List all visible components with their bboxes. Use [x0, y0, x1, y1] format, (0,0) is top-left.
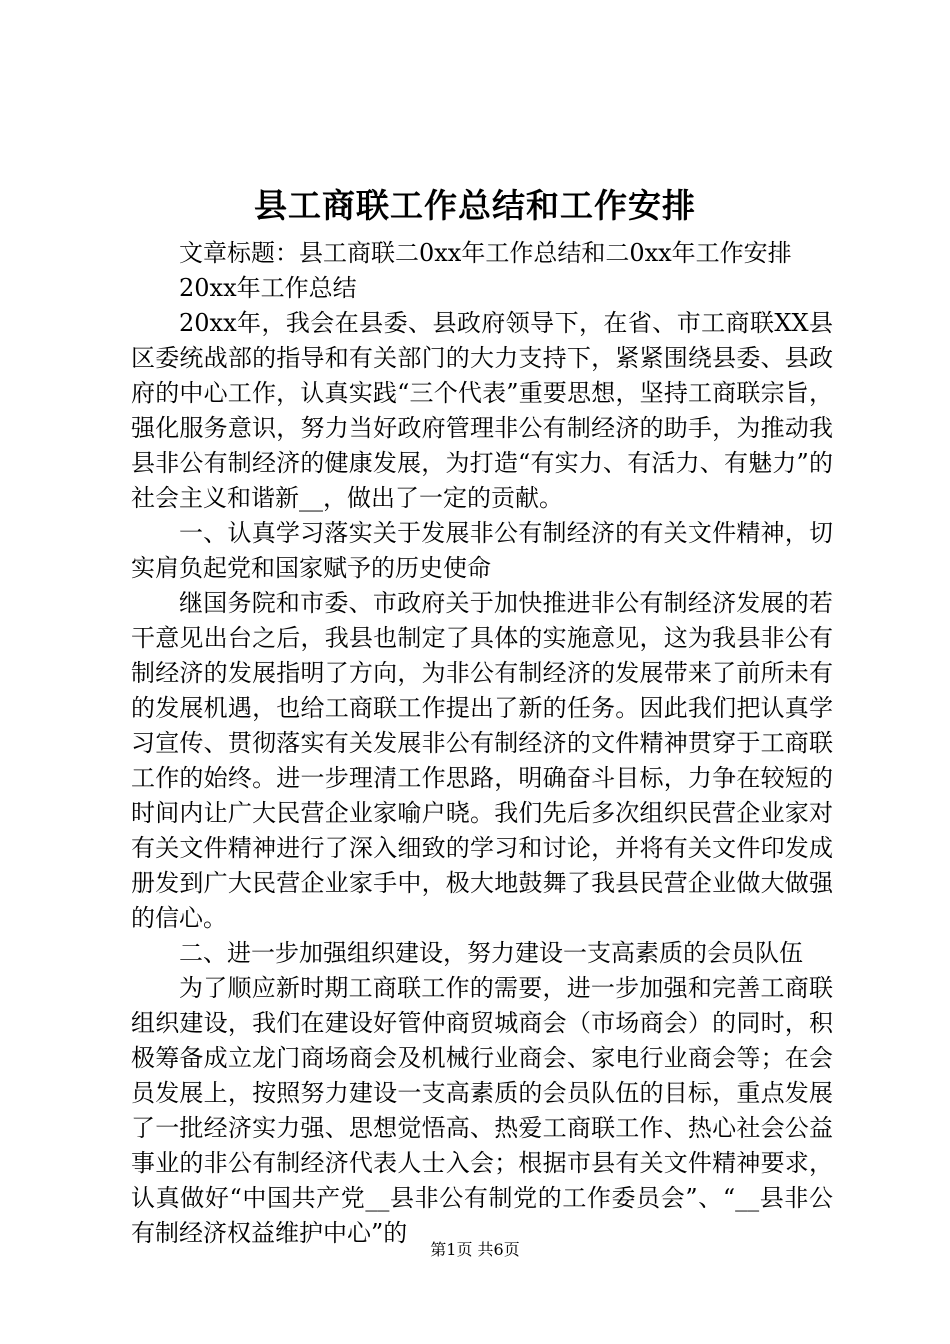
intro-paragraph: 20xx年，我会在县委、县政府领导下，在省、市工商联XX县区委统战部的指导和有关部门的大力支持下，紧紧围绕县委、县政府的中心工作，认真实践“三个代表”重要思想，坚持工商联宗旨，强化服务意识，努力当好政府管理非公有制经济的助手，为推动我县非公有制经济的健康发展，为打造“有实力、有活力、有魅力”的社会主义和谐新__，做出了一定的贡献。	[131, 309, 833, 512]
section-one-paragraph: 继国务院和市委、市政府关于加快推进非公有制经济发展的若干意见出台之后，我县也制定了具体的实施意见，这为我县非公有制经济的发展指明了方向，为非公有制经济的发展带来了前所未有的发展机遇，也给工商联工作提出了新的任务。因此我们把认真学习宣传、贯彻落实有关发展非公有制经济的文件精神贯穿于工商联工作的始终。进一步理清工作思路，明确奋斗目标，力争在较短的时间内让广大民营企业家喻户晓。我们先后多次组织民营企业家对有关文件精神进行了深入细致的学习和讨论，并将有关文件印发成册发到广大民营企业家手中，极大地鼓舞了我县民营企业做大做强的信心。	[131, 589, 833, 932]
section-heading-two: 二、进一步加强组织建设，努力建设一支高素质的会员队伍	[179, 939, 803, 967]
article-title-line: 文章标题：县工商联二0xx年工作总结和二0xx年工作安排	[179, 239, 792, 267]
section-heading-one: 一、认真学习落实关于发展非公有制经济的有关文件精神，切实肩负起党和国家赋予的历史使命	[131, 519, 833, 582]
document-title: 县工商联工作总结和工作安排	[254, 186, 696, 225]
document-body	[131, 236, 833, 1251]
page-number: 第1页 共6页	[430, 1240, 520, 1259]
section-two-paragraph: 为了顺应新时期工商联工作的需要，进一步加强和完善工商联组织建设，我们在建设好管仲商贸城商会（市场商会）的同时，积极筹备成立龙门商场商会及机械行业商会、家电行业商会等；在会员发展上，按照努力建设一支高素质的会员队伍的目标，重点发展了一批经济实力强、思想觉悟高、热爱工商联工作、热心社会公益事业的非公有制经济代表人士入会；根据市县有关文件精神要求，认真做好“中国共产党__县非公有制党的工作委员会”、“__县非公有制经济权益维护中心”的	[131, 974, 833, 1247]
section-heading-summary: 20xx年工作总结	[179, 274, 357, 302]
